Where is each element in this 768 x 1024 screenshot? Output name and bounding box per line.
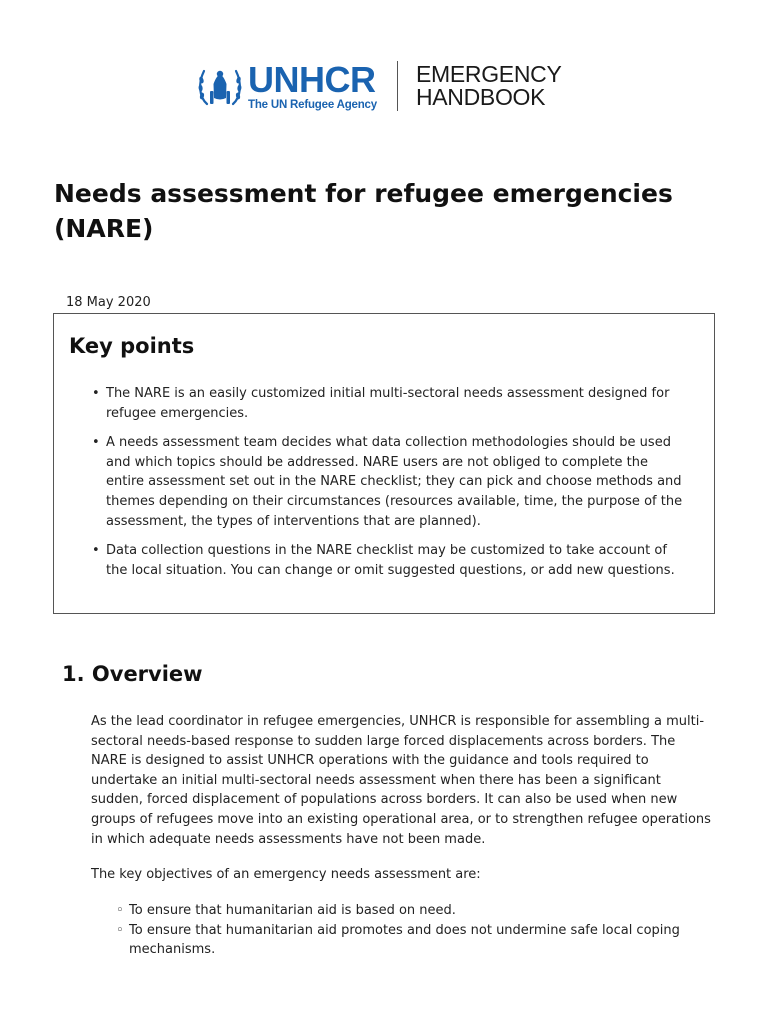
objective-item: ◦ To ensure that humanitarian aid is based on need.	[116, 901, 696, 921]
key-point-item: • Data collection questions in the NARE checklist may be customized to take account of the local situation. You can change or omit suggested questions, or add new questions.	[90, 541, 690, 580]
handbook-line-2: HANDBOOK	[415, 84, 546, 110]
overview-paragraph: As the lead coordinator in refugee emergencies, UNHCR is responsible for assembling a multi-sectoral needs-based response to sudden large forced displacements across borders. The NARE is designed to assist UNHCR operations with the guidance and tools required to undertake an initial multi-sectoral needs assessment when there has been a significant sudden, forced displacement of populations across borders. It can also be used when new groups of refugees move into an existing operational area, or to strengthen refugee operations in which adequate needs assessments have not been made.	[91, 714, 711, 847]
brand	[248, 58, 377, 111]
brand-tagline: The UN Refugee Agency	[248, 98, 377, 111]
objectives-intro: The key objectives of an emergency needs assessment are:	[91, 867, 481, 882]
key-points-box	[53, 313, 715, 614]
key-point-item: • A needs assessment team decides what data collection methodologies should be used and which topics should be addressed. NARE users are not obliged to complete the entire assessment set out in the NARE checklist; they can pick and choose methods and themes depending on their circumstances (resources available, time, the purpose of the assessment, the types of interventions that are planned).	[90, 433, 690, 531]
brand-name: UNHCR	[248, 58, 376, 100]
objective-item: ◦ To ensure that humanitarian aid promotes and does not undermine safe local coping mechanisms.	[116, 921, 696, 960]
overview-heading: 1. Overview	[62, 662, 203, 686]
unhcr-emblem-icon	[196, 61, 244, 111]
handbook-line-1: EMERGENCY	[415, 61, 562, 87]
objectives-list	[116, 901, 696, 960]
page-title: Needs assessment for refugee emergencies (NARE)	[54, 179, 673, 243]
key-points-list	[90, 384, 690, 590]
header-divider	[397, 61, 398, 111]
key-points-heading: Key points	[69, 334, 195, 358]
key-point-item: • The NARE is an easily customized initial multi-sectoral needs assessment designed for refugee emergencies.	[90, 384, 690, 423]
handbook-title	[416, 63, 562, 109]
publication-date: 18 May 2020	[66, 295, 151, 310]
header	[196, 58, 561, 114]
